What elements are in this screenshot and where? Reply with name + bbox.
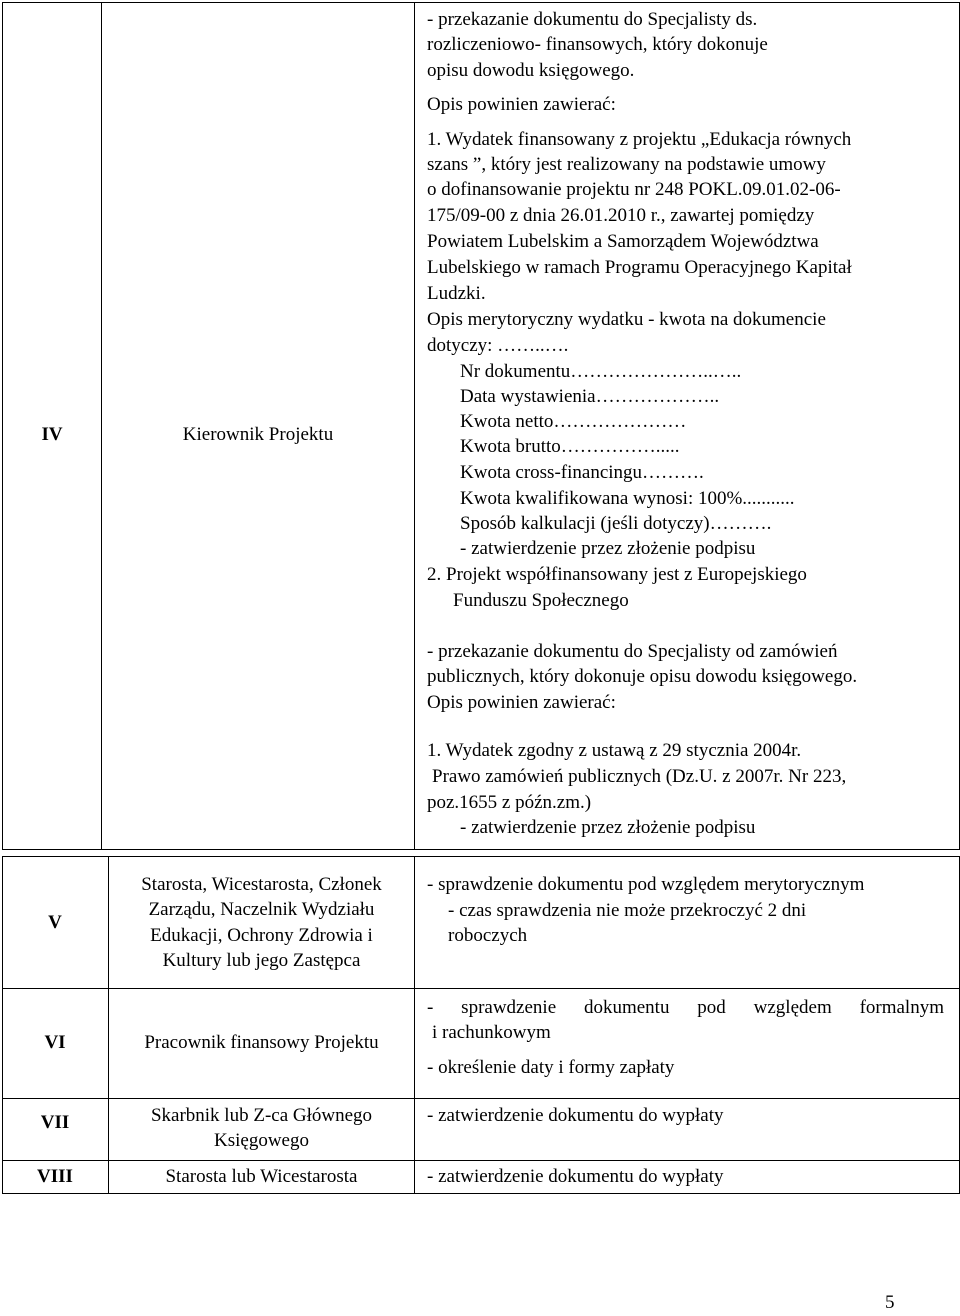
- desc-line: roboczych: [448, 925, 528, 946]
- role-line: Edukacji, Ochrony Zdrowia i: [150, 925, 373, 946]
- desc-line: - przekazanie dokumentu do Specjalisty od zamówień: [427, 641, 838, 662]
- desc-line: Kwota brutto…………….....: [460, 436, 680, 457]
- row-viii-role: Starosta lub Wicestarosta: [165, 1166, 358, 1187]
- row-v-vi-border: [2, 988, 960, 989]
- row-iv-role: Kierownik Projektu: [182, 424, 334, 445]
- desc-line: i rachunkowym: [432, 1022, 551, 1043]
- desc-line: poz.1655 z późn.zm.): [427, 792, 592, 813]
- row-iv-number: IV: [41, 424, 63, 445]
- desc-line: Kwota netto…………………: [460, 411, 687, 432]
- row-vii-number: VII: [40, 1112, 70, 1133]
- role-line: Zarządu, Naczelnik Wydziału: [148, 899, 375, 920]
- row-vii-viii-border: [2, 1160, 960, 1161]
- desc-line: - zatwierdzenie dokumentu do wypłaty: [427, 1166, 724, 1187]
- desc-line: szans ”, który jest realizowany na podstawie umowy: [427, 154, 826, 175]
- desc-line: rozliczeniowo- finansowych, który dokonuje: [427, 34, 768, 55]
- desc-line: - sprawdzenie dokumentu pod względem merytorycznym: [427, 874, 865, 895]
- table2-col2-border: [414, 856, 415, 1194]
- desc-line: - zatwierdzenie dokumentu do wypłaty: [427, 1105, 724, 1126]
- row-vi-number: VI: [44, 1032, 66, 1053]
- desc-line: Sposób kalkulacji (jeśli dotyczy)……….: [460, 513, 772, 534]
- role-line: Skarbnik lub Z-ca Głównego: [150, 1105, 373, 1126]
- table1-col2-border: [414, 2, 415, 850]
- desc-line: Powiatem Lubelskim a Samorządem Województwa: [427, 231, 819, 252]
- desc-line: Kwota cross-financingu……….: [460, 462, 704, 483]
- desc-line: o dofinansowanie projektu nr 248 POKL.09.01.02-06-: [427, 179, 841, 200]
- desc-line: Nr dokumentu…………………..…..: [460, 361, 742, 382]
- row-vi-vii-border: [2, 1098, 960, 1099]
- page-number: 5: [885, 1292, 895, 1313]
- table2-top-border: [2, 856, 960, 857]
- desc-line: Kwota kwalifikowana wynosi: 100%...........: [460, 488, 795, 509]
- role-line: Księgowego: [214, 1130, 309, 1151]
- desc-line: Funduszu Społecznego: [453, 590, 629, 611]
- desc-line: opisu dowodu księgowego.: [427, 60, 635, 81]
- desc-line: 1. Wydatek finansowany z projektu „Edukacja równych: [427, 129, 852, 150]
- desc-line: Data wystawienia………………..: [460, 386, 720, 407]
- desc-line: - zatwierdzenie przez złożenie podpisu: [460, 817, 756, 838]
- desc-line: - określenie daty i formy zapłaty: [427, 1057, 675, 1078]
- desc-line: Lubelskiego w ramach Programu Operacyjnego Kapitał: [427, 257, 852, 278]
- row-vi-role: Pracownik finansowy Projektu: [144, 1032, 379, 1053]
- role-line: Kultury lub jego Zastępca: [162, 950, 361, 971]
- desc-line: - sprawdzenie dokumentu pod względem formalnym: [427, 997, 944, 1018]
- desc-line: Prawo zamówień publicznych (Dz.U. z 2007r. Nr 223,: [432, 766, 847, 787]
- table1-top-border: [2, 2, 960, 3]
- row-viii-number: VIII: [37, 1166, 73, 1187]
- desc-line: dotyczy: ……..….: [427, 335, 569, 356]
- table2-left-border: [2, 856, 3, 1194]
- desc-line: Opis powinien zawierać:: [427, 692, 616, 713]
- desc-line: Opis powinien zawierać:: [427, 94, 616, 115]
- desc-line: 175/09-00 z dnia 26.01.2010 r., zawartej pomiędzy: [427, 205, 815, 226]
- desc-line: - zatwierdzenie przez złożenie podpisu: [460, 538, 756, 559]
- desc-line: - przekazanie dokumentu do Specjalisty ds.: [427, 9, 758, 30]
- desc-line: publicznych, który dokonuje opisu dowodu księgowego.: [427, 666, 858, 687]
- table2-bottom-border: [2, 1193, 960, 1194]
- desc-line: 2. Projekt współfinansowany jest z Europejskiego: [427, 564, 807, 585]
- table1-bottom-border: [2, 849, 960, 850]
- row-v-number: V: [48, 912, 62, 933]
- desc-line: - czas sprawdzenia nie może przekroczyć 2 dni: [448, 900, 807, 921]
- desc-line: Ludzki.: [427, 283, 486, 304]
- role-line: Starosta, Wicestarosta, Członek: [141, 874, 382, 895]
- desc-line: Opis merytoryczny wydatku - kwota na dokumencie: [427, 309, 826, 330]
- desc-line: 1. Wydatek zgodny z ustawą z 29 stycznia 2004r.: [427, 740, 802, 761]
